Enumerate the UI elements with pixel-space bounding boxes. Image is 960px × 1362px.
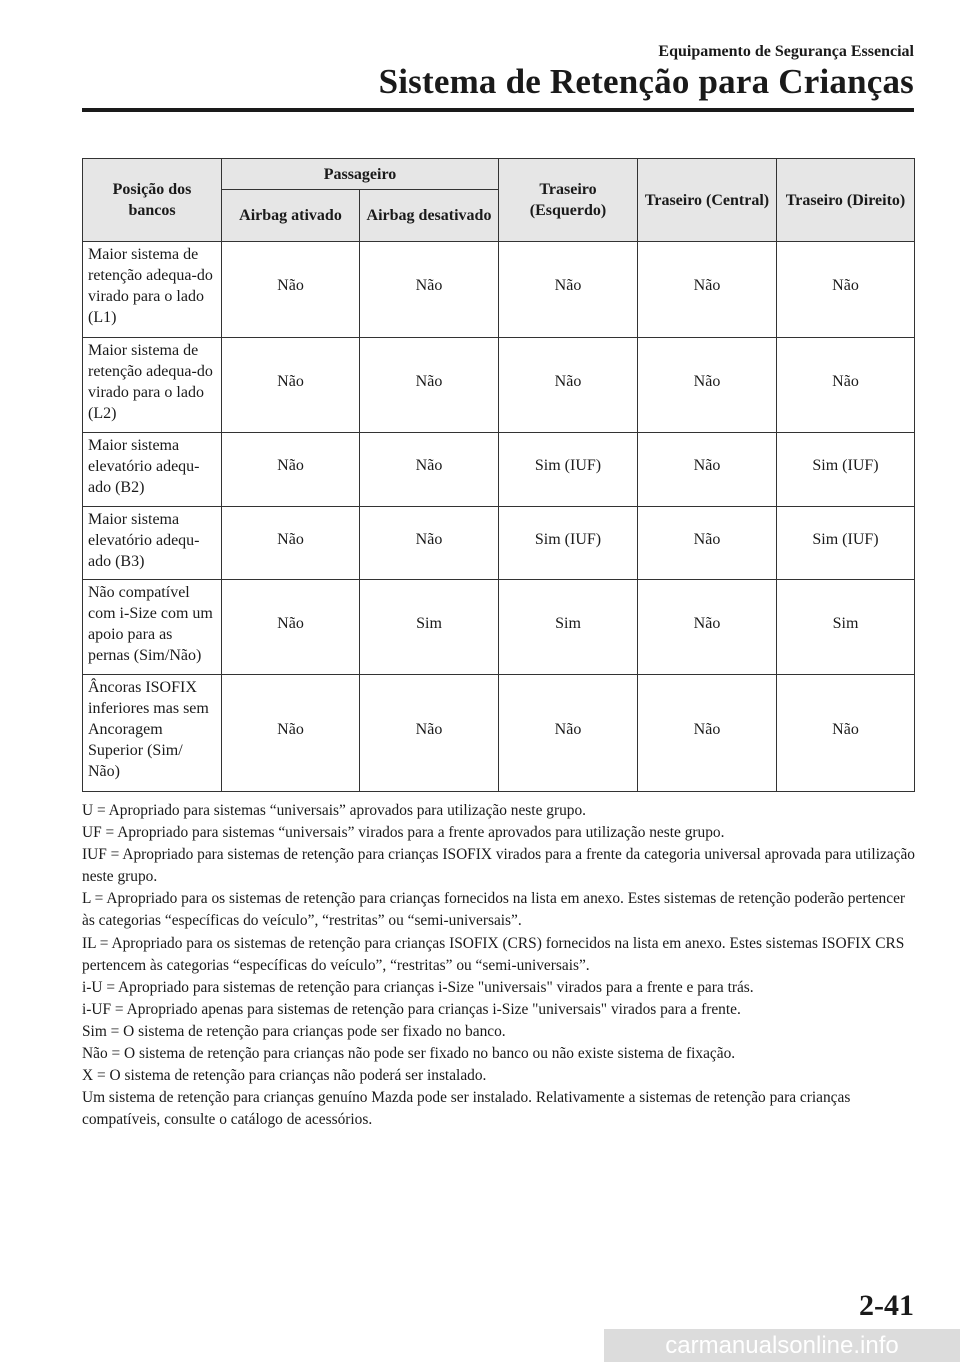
row-label: Âncoras ISOFIX inferiores mas sem Ancoragem Superior (Sim/ Não) [83,675,222,792]
row-label: Maior sistema de retenção adequa-do virado para o lado (L1) [83,242,222,338]
header-rear-left: Traseiro (Esquerdo) [499,159,638,242]
cell-rear-left: Não [499,242,638,338]
note-iuf: IUF = Apropriado para sistemas de retenção para crianças ISOFIX virados para a frente da categoria universal aprovada para utilização neste grupo. [82,846,915,886]
table-row [83,433,915,507]
cell-airbag-on: Não [222,242,360,338]
cell-airbag-off: Não [360,433,499,507]
cell-rear-right: Sim [777,580,915,675]
header-passenger: Passageiro [222,159,499,190]
cell-rear-left: Não [499,338,638,433]
note-sim: Sim = O sistema de retenção para crianças pode ser fixado no banco. [82,1022,506,1040]
cell-rear-right: Não [777,242,915,338]
cell-rear-center: Não [638,242,777,338]
cell-airbag-off: Não [360,507,499,580]
row-label: Não compatível com i-Size com um apoio para as pernas (Sim/Não) [83,580,222,675]
cell-airbag-on: Não [222,338,360,433]
legend-notes [82,800,917,1131]
table-row [83,675,915,792]
row-label: Maior sistema de retenção adequa-do virado para o lado (L2) [83,338,222,433]
cell-airbag-on: Não [222,507,360,580]
cell-rear-right: Sim (IUF) [777,433,915,507]
cell-airbag-on: Não [222,675,360,792]
header-divider [82,108,914,112]
cell-rear-right: Não [777,338,915,433]
note-l: L = Apropriado para os sistemas de retenção para crianças fornecidos na lista em anexo. Estes sistemas de retenção poderão pertencer às categorias “específicas do veículo”, “restritas” ou “semi-universais”. [82,890,906,930]
header-airbag-on: Airbag ativado [222,190,360,242]
table-row [83,580,915,675]
header-airbag-off: Airbag desativado [360,190,499,242]
cell-rear-center: Não [638,580,777,675]
cell-airbag-off: Não [360,338,499,433]
cell-rear-left: Sim (IUF) [499,433,638,507]
table-row [83,242,915,338]
note-nao: Não = O sistema de retenção para crianças não pode ser fixado no banco ou não existe sistema de fixação. [82,1045,736,1063]
note-il: IL = Apropriado para os sistemas de retenção para crianças ISOFIX (CRS) fornecidos na lista em anexo. Estes sistemas ISOFIX CRS pertencem às categorias “específicas do veículo”, “restritas” ou “semi-universais”. [82,934,905,974]
note-uf: UF = Apropriado para sistemas “universais” virados para a frente aprovados para utilização neste grupo. [82,824,725,842]
header-rear-center: Traseiro (Central) [638,159,777,242]
note-u: U = Apropriado para sistemas “universais” aprovados para utilização neste grupo. [82,802,587,819]
row-label: Maior sistema elevatório adequ-ado (B3) [83,507,222,580]
cell-airbag-on: Não [222,580,360,675]
cell-rear-center: Não [638,675,777,792]
cell-airbag-off: Não [360,242,499,338]
cell-rear-right: Não [777,675,915,792]
section-subtitle: Equipamento de Segurança Essencial [658,43,914,60]
cell-rear-left: Não [499,675,638,792]
cell-rear-center: Não [638,338,777,433]
compatibility-table [82,158,915,792]
cell-rear-center: Não [638,507,777,580]
cell-rear-right: Sim (IUF) [777,507,915,580]
cell-airbag-on: Não [222,433,360,507]
cell-rear-left: Sim (IUF) [499,507,638,580]
header-seat-position: Posição dos bancos [83,159,222,242]
note-i-uf: i-UF = Apropriado apenas para sistemas de retenção para crianças i-Size "universais" virados para a frente. [82,1000,741,1018]
note-x: X = O sistema de retenção para crianças não poderá ser instalado. [82,1067,487,1085]
cell-rear-center: Não [638,433,777,507]
cell-rear-left: Sim [499,580,638,675]
page-title: Sistema de Retenção para Crianças [378,62,914,101]
table-row [83,338,915,433]
cell-airbag-off: Não [360,675,499,792]
table-row [83,507,915,580]
note-genuine: Um sistema de retenção para crianças genuíno Mazda pode ser instalado. Relativamente a sistemas de retenção para crianças compatíveis, consulte o catálogo de acessórios. [82,1089,851,1129]
page-number: 2-41 [859,1289,914,1322]
note-i-u: i-U = Apropriado para sistemas de retenção para crianças i-Size "universais" virados para a frente e para trás. [82,978,754,996]
watermark: carmanualsonline.info [604,1329,960,1362]
cell-airbag-off: Sim [360,580,499,675]
row-label: Maior sistema elevatório adequ-ado (B2) [83,433,222,507]
header-rear-right: Traseiro (Direito) [777,159,915,242]
